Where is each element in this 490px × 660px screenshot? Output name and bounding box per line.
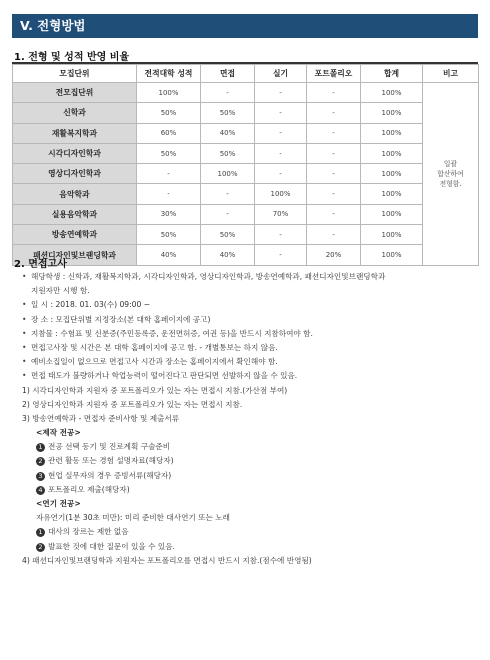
production-major-heading: <제작 전공> — [36, 428, 81, 438]
cell-practical: 70% — [255, 204, 307, 224]
list-item-text: 포트폴리오 제출(해당자) — [48, 484, 130, 494]
acting-description: 자유연기(1분 30초 미만): 미리 준비한 대사연기 또는 노래 — [36, 513, 230, 523]
table-row — [13, 225, 479, 245]
cell-portfolio: 20% — [307, 245, 361, 265]
list-item-text: 현업 실무자의 경우 증빙서류(해당자) — [48, 470, 172, 480]
interview-date-text: 일 시 : 2018. 01. 03(수) 09:00 ~ — [31, 300, 151, 310]
target-line1: 해당학생 : 신학과, 재활복지학과, 시각디자인학과, 영상디자인학과, 방송연예학과, 패션디자인및브랜딩학과 — [31, 272, 386, 281]
number-badge: 2 — [36, 457, 45, 466]
note-video-design: 2) 영상디자인학과 지원자 중 포트폴리오가 있는 자는 면접시 지참. — [22, 399, 243, 409]
interview-place — [22, 313, 478, 327]
cell-prev-grade: - — [137, 184, 201, 204]
cell-practical: - — [255, 123, 307, 143]
cell-interview: 50% — [201, 103, 255, 123]
target-students — [22, 270, 478, 284]
row-unit: 방송연예학과 — [13, 225, 137, 245]
cell-interview: 40% — [201, 245, 255, 265]
cell-total: 100% — [361, 83, 423, 103]
cell-practical: - — [255, 103, 307, 123]
list-item — [22, 540, 478, 554]
remarks-cell — [423, 83, 479, 266]
table-row — [13, 245, 479, 265]
cell-practical: - — [255, 164, 307, 184]
cell-interview: - — [201, 83, 255, 103]
cell-interview: - — [201, 204, 255, 224]
row-unit: 신학과 — [13, 103, 137, 123]
interview-details — [22, 270, 478, 568]
list-item-text: 대사의 장르는 제한 없음 — [48, 527, 129, 537]
header-unit: 모집단위 — [13, 65, 137, 83]
cell-practical: - — [255, 83, 307, 103]
cell-portfolio: - — [307, 225, 361, 245]
schedule-notice — [22, 341, 478, 355]
list-item — [22, 483, 478, 497]
acting-major-heading: <연기 전공> — [36, 499, 81, 508]
remarks-line: 합산하여 — [437, 169, 464, 178]
section1-title: 1. 전형 및 성적 반영 비율 — [14, 52, 130, 63]
table-row — [13, 143, 479, 163]
cell-prev-grade: - — [137, 164, 201, 184]
reserve-notice — [22, 355, 478, 369]
list-item — [22, 525, 478, 539]
table-row — [13, 164, 479, 184]
cell-interview: 100% — [201, 164, 255, 184]
cell-interview: 50% — [201, 225, 255, 245]
number-badge: 4 — [36, 486, 45, 495]
section-banner: V. 전형방법 — [12, 14, 478, 38]
note-fashion: 4) 패션디자인및브랜딩학과 지원자는 포트폴리오를 면접시 반드시 지참.(점수에 반영됨) — [22, 555, 312, 565]
cell-total: 100% — [361, 225, 423, 245]
cell-portfolio: - — [307, 83, 361, 103]
cell-portfolio: - — [307, 164, 361, 184]
cell-total: 100% — [361, 103, 423, 123]
cell-interview: 50% — [201, 143, 255, 163]
cell-prev-grade: 40% — [137, 245, 201, 265]
number-badge: 1 — [36, 528, 45, 537]
cell-total: 100% — [361, 204, 423, 224]
row-unit: 전모집단위 — [13, 83, 137, 103]
cell-prev-grade: 50% — [137, 143, 201, 163]
note-broadcasting: 3) 방송연예학과 - 면접자 준비사항 및 제출서류 — [22, 413, 180, 423]
attitude-notice-text: 면접 태도가 불량하거나 학업능력이 떨어진다고 판단되면 선발하지 않을 수 있음. — [31, 371, 298, 381]
row-unit: 재활복지학과 — [13, 123, 137, 143]
row-unit: 시각디자인학과 — [13, 143, 137, 163]
row-unit: 실용음악학과 — [13, 204, 137, 224]
list-item — [22, 440, 478, 454]
cell-total: 100% — [361, 143, 423, 163]
cell-portfolio: - — [307, 143, 361, 163]
cell-practical: - — [255, 225, 307, 245]
list-item — [22, 469, 478, 483]
number-badge: 3 — [36, 472, 45, 481]
cell-practical: 100% — [255, 184, 307, 204]
target-line2: 지원자만 시행 함. — [31, 286, 90, 296]
section2-title: 2. 면접고사 — [14, 259, 67, 270]
required-items-text: 지참물 : 수험표 및 신분증(주민등록증, 운전면허증, 여권 등)을 반드시 지참하여야 함. — [31, 328, 313, 338]
header-portfolio: 포트폴리오 — [307, 65, 361, 83]
row-unit: 패션디자인및브랜딩학과 — [13, 245, 137, 265]
header-prev-grade: 전적대학 성적 — [137, 65, 201, 83]
row-unit: 음악학과 — [13, 184, 137, 204]
cell-portfolio: - — [307, 204, 361, 224]
cell-prev-grade: 50% — [137, 103, 201, 123]
list-item-text: 관련 활동 또는 경험 설명자료(해당자) — [48, 456, 174, 466]
header-interview: 면접 — [201, 65, 255, 83]
score-ratio-table — [12, 64, 479, 266]
table-row — [13, 123, 479, 143]
cell-prev-grade: 50% — [137, 225, 201, 245]
note-visual-design: 1) 시각디자인학과 지원자 중 포트폴리오가 있는 자는 면접시 지참.(가산점 부여) — [22, 385, 288, 395]
cell-practical: - — [255, 143, 307, 163]
table-row — [13, 204, 479, 224]
cell-portfolio: - — [307, 184, 361, 204]
cell-interview: - — [201, 184, 255, 204]
cell-interview: 40% — [201, 123, 255, 143]
interview-date — [22, 298, 478, 312]
reserve-notice-text: 예비소집일이 없으므로 면접고사 시간과 장소는 홈페이지에서 확인해야 함. — [31, 357, 278, 367]
list-item-text: 전공 선택 동기 및 진로계획 구술준비 — [48, 442, 171, 452]
cell-portfolio: - — [307, 123, 361, 143]
interview-place-text: 장 소 : 모집단위별 지정장소(본 대학 홈페이지에 공고) — [31, 314, 211, 324]
attitude-notice — [22, 369, 478, 383]
list-item — [22, 454, 478, 468]
cell-prev-grade: 60% — [137, 123, 201, 143]
header-total: 합계 — [361, 65, 423, 83]
number-badge: 2 — [36, 543, 45, 552]
table-row — [13, 83, 479, 103]
table-row — [13, 103, 479, 123]
table-row — [13, 184, 479, 204]
schedule-notice-text: 면접고사장 및 시간은 본 대학 홈페이지에 공고 함. - 개별통보는 하지 않음. — [31, 342, 278, 352]
table-header-row — [13, 65, 479, 83]
row-unit: 영상디자인학과 — [13, 164, 137, 184]
header-remarks: 비고 — [423, 65, 479, 83]
cell-total: 100% — [361, 123, 423, 143]
cell-prev-grade: 30% — [137, 204, 201, 224]
cell-total: 100% — [361, 164, 423, 184]
list-item-text: 발표한 것에 대한 질문이 있을 수 있음. — [48, 541, 175, 551]
required-items — [22, 327, 478, 341]
cell-total: 100% — [361, 245, 423, 265]
remarks-line: 전형함. — [439, 179, 462, 188]
header-practical: 실기 — [255, 65, 307, 83]
cell-total: 100% — [361, 184, 423, 204]
remarks-line: 일괄 — [443, 159, 458, 168]
cell-portfolio: - — [307, 103, 361, 123]
number-badge: 1 — [36, 443, 45, 452]
cell-practical: - — [255, 245, 307, 265]
cell-prev-grade: 100% — [137, 83, 201, 103]
